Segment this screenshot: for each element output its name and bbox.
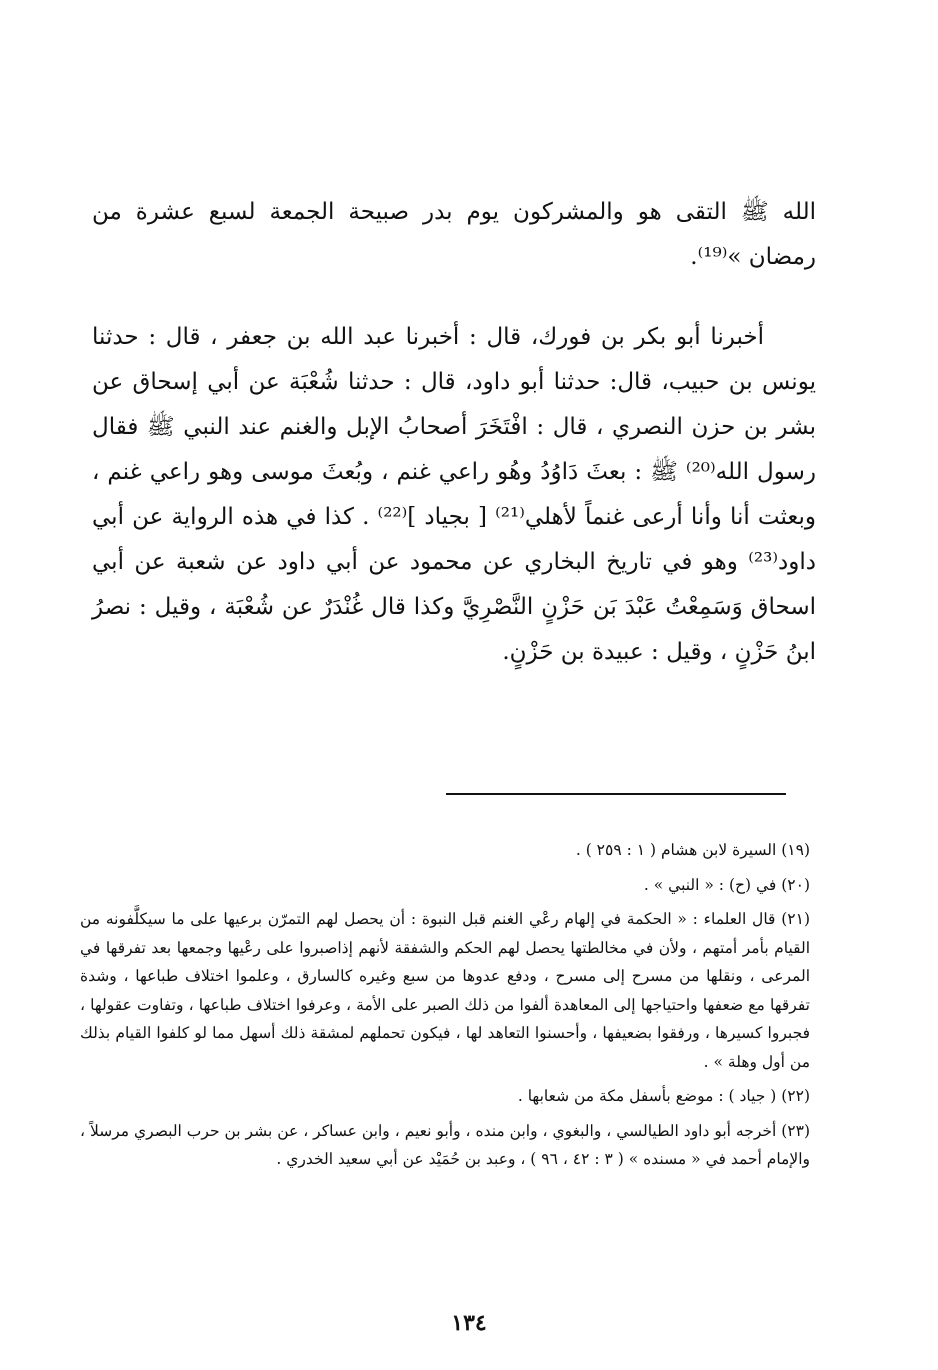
hadith-paragraph: أخبرنا أبو بكر بن فورك، قال : أخبرنا عبد الله بن جعفر ، قال : حدثنا يونس بن حبيب، قال: حدثنا أبو داود، قال : حدثنا شُعْبَة عن أبي إسحاق عن بشر بن حزن النصري ، قال : افْتَخَرَ أصحابُ الإبل والغنم عند النبي ﷺ فقال رسول الله⁽²⁰⁾ ﷺ : بعثَ دَاوُدُ وهُو راعي غنم ، وبُعثَ موسى وهو راعي غنم ، وبعثت أنا وأنا أرعى غنماً لأهلي⁽²¹⁾ [ بجياد ]⁽²²⁾ . كذا في هذه الرواية عن أبي داود⁽²³⁾ وهو في تاريخ البخاري عن محمود عن أبي داود عن شعبة عن أبي اسحاق وَسَمِعْتُ عَبْدَ بَن حَزْنٍ النَّصْرِيَّ وكذا قال غُنْدَرٌ عن شُعْبَة ، وقيل : نصرُ ابنُ حَزْنٍ ، وقيل : عبيدة بن حَزْنٍ.: [92, 324, 817, 665]
footnote-19: (١٩) السيرة لابن هشام ( ١ : ٢٥٩ ) .: [575, 841, 810, 859]
footnote-22: (٢٢) ( جياد ) : موضع بأسفل مكة من شعابها .: [517, 1087, 810, 1105]
footnote-21: (٢١) قال العلماء : « الحكمة في إلهام رعْي الغنم قبل النبوة : أن يحصل لهم التمرّن برعيها على ما سيكلَّفونه من القيام بأمر أمتهم ، ولأن في مخالطتها يحصل لهم الحكم والشفقة لأنهم إذاصبروا على رعْيها وجمعها بعد تفرقها في المرعى ، ونقلها من مسرح إلى مسرح ، ودفع عدوها من سبع وغيره كالسارق ، وعلموا اختلاف طباعها ، وشدة تفرقها مع ضعفها واحتياجها إلى المعاهدة ألفوا من ذلك الصبر على الأمة ، وعرفوا اختلاف طباعها ، وتفاوت عقولها ، فجبروا كسيرها ، ورفقوا بضعيفها ، وأحسنوا التعاهد لها ، فيكون تحملهم لمشقة ذلك أسهل مما لو كلفوا القيام بذلك من أول وهلة » .: [80, 910, 810, 1071]
footnote-separator: [446, 793, 786, 795]
main-text-top: [92, 190, 816, 280]
footnote-20: (٢٠) في (ح) : « النبي » .: [643, 875, 810, 894]
top-paragraph: الله ﷺ التقى هو والمشركون يوم بدر صبيحة الجمعة لسبع عشرة من رمضان »⁽¹⁹⁾.: [92, 199, 816, 270]
footnotes-section: [80, 836, 810, 1180]
footnote-23: (٢٣) أخرجه أبو داود الطيالسي ، والبغوي ، وابن منده ، وأبو نعيم ، وابن عساكر ، عن بشر بن حرب البصري مرسلاً ، والإمام أحمد في « مسنده » ( ٣ : ٤٢ ، ٩٦ ) ، وعبد بن حُمَيْد عن أبي سعيد الخدري .: [80, 1121, 810, 1168]
main-text-hadith: [92, 315, 816, 675]
page-number: ١٣٤: [451, 1310, 487, 1336]
